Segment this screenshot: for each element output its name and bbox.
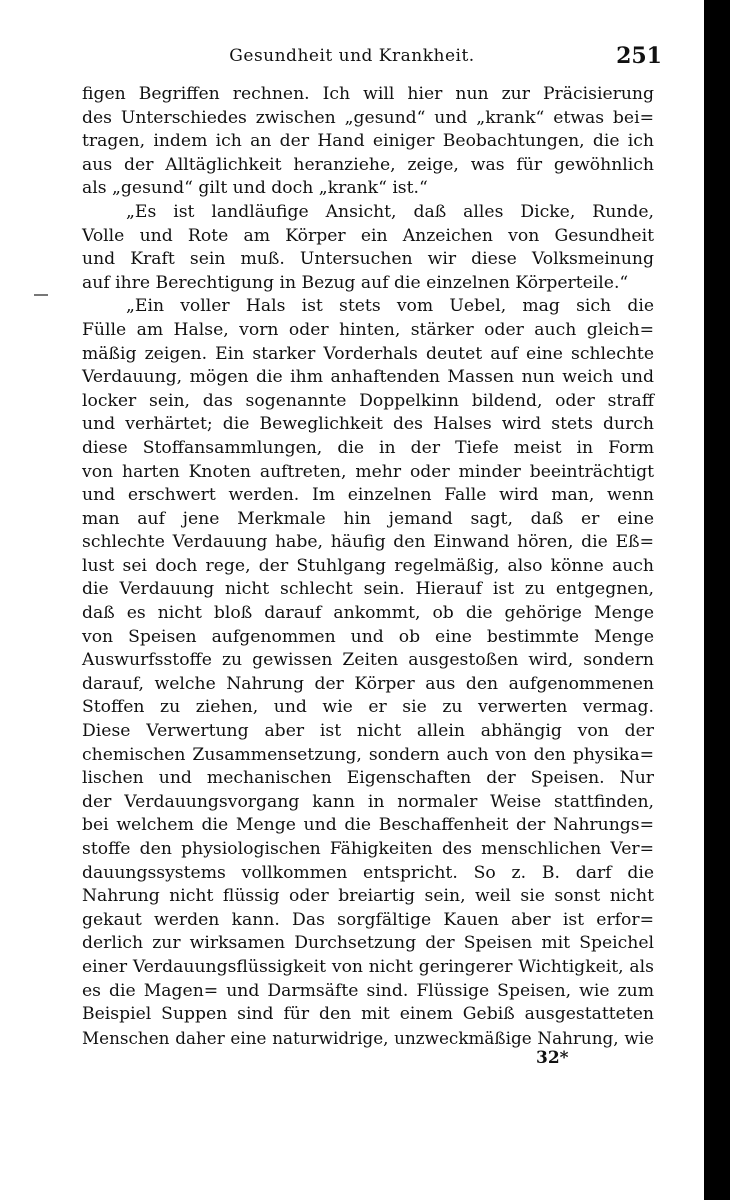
text-line: von harten Knoten auftreten, mehr oder minder beeinträchtigt — [82, 461, 654, 482]
text-line: daß es nicht bloß darauf ankommt, ob die gehörige Menge — [82, 603, 654, 624]
running-head: Gesundheit und Krankheit. — [229, 46, 475, 66]
margin-mark — [34, 294, 48, 296]
text-line: und verhärtet; die Beweglichkeit des Halses wird stets durch — [82, 414, 654, 435]
text-line: Auswurfsstoffe zu gewissen Zeiten ausgestoßen wird, sondern — [82, 650, 654, 671]
text-line: lust sei doch rege, der Stuhlgang regelmäßig, also könne auch — [82, 555, 654, 576]
text-line: der Verdauungsvorgang kann in normaler Weise stattfinden, — [82, 791, 654, 812]
text-line: Stoffen zu ziehen, und wie er sie zu verwerten vermag. — [82, 697, 654, 718]
text-line: die Verdauung nicht schlecht sein. Hierauf ist zu entgegnen, — [82, 579, 654, 600]
text-line: diese Stoffansammlungen, die in der Tiefe meist in Form — [82, 437, 654, 458]
page-header — [0, 43, 704, 76]
text-line: mäßig zeigen. Ein starker Vorderhals deutet auf eine schlechte — [82, 343, 654, 364]
text-line: „Ein voller Hals ist stets vom Uebel, mag sich die — [126, 296, 654, 317]
text-line: Verdauung, mögen die ihm anhaftenden Massen nun weich und — [82, 367, 654, 388]
text-line: darauf, welche Nahrung der Körper aus den aufgenommenen — [82, 673, 654, 694]
text-line: bei welchem die Menge und die Beschaffenheit der Nahrungs= — [82, 815, 654, 836]
text-line: als „gesund“ gilt und doch „krank“ ist.“ — [82, 178, 428, 199]
text-line: einer Verdauungsflüssigkeit von nicht geringerer Wichtigkeit, als — [82, 956, 654, 977]
text-line: Diese Verwertung aber ist nicht allein abhängig von der — [82, 721, 654, 742]
text-line: von Speisen aufgenommen und ob eine bestimmte Menge — [82, 626, 654, 647]
signature-mark: 32* — [536, 1048, 569, 1068]
text-line: Fülle am Halse, vorn oder hinten, stärker oder auch gleich= — [82, 319, 654, 340]
text-line: locker sein, das sogenannte Doppelkinn bildend, oder straff — [82, 390, 654, 411]
text-line: lischen und mechanischen Eigenschaften der Speisen. Nur — [82, 768, 654, 789]
body-text — [82, 83, 654, 1050]
text-line: es die Magen= und Darmsäfte sind. Flüssige Speisen, wie zum — [82, 980, 654, 1001]
text-line: man auf jene Merkmale hin jemand sagt, daß er eine — [82, 508, 654, 529]
text-line: dauungssystems vollkommen entspricht. So z. B. darf die — [82, 862, 654, 883]
text-line: „Es ist landläufige Ansicht, daß alles Dicke, Runde, — [126, 201, 654, 222]
text-line: Beispiel Suppen sind für den mit einem Gebiß ausgestatteten — [82, 1004, 654, 1025]
text-line: Menschen daher eine naturwidrige, unzweckmäßige Nahrung, wie — [82, 1027, 654, 1048]
text-line: und erschwert werden. Im einzelnen Falle wird man, wenn — [82, 485, 654, 506]
text-line: chemischen Zusammensetzung, sondern auch von den physika= — [82, 744, 654, 765]
text-line: tragen, indem ich an der Hand einiger Beobachtungen, die ich — [82, 131, 654, 152]
text-line: und Kraft sein muß. Untersuchen wir diese Volksmeinung — [82, 249, 654, 270]
text-line: figen Begriffen rechnen. Ich will hier nun zur Präcisierung — [82, 84, 654, 104]
text-line: derlich zur wirksamen Durchsetzung der Speisen mit Speichel — [82, 933, 654, 954]
text-line: aus der Alltäglichkeit heranziehe, zeige, was für gewöhnlich — [82, 154, 654, 175]
text-line: stoffe den physiologischen Fähigkeiten des menschlichen Ver= — [82, 839, 654, 859]
text-line: schlechte Verdauung habe, häufig den Einwand hören, die Eß= — [82, 532, 654, 553]
text-line: des Unterschiedes zwischen „gesund“ und „krank“ etwas bei= — [82, 107, 654, 128]
text-line: auf ihre Berechtigung in Bezug auf die einzelnen Körperteile.“ — [82, 272, 629, 293]
text-line: Nahrung nicht flüssig oder breiartig sein, weil sie sonst nicht — [82, 886, 654, 907]
text-line: gekaut werden kann. Das sorgfältige Kauen aber ist erfor= — [82, 909, 654, 930]
page-number: 251 — [616, 43, 662, 69]
text-line: Volle und Rote am Körper ein Anzeichen von Gesundheit — [82, 225, 654, 246]
